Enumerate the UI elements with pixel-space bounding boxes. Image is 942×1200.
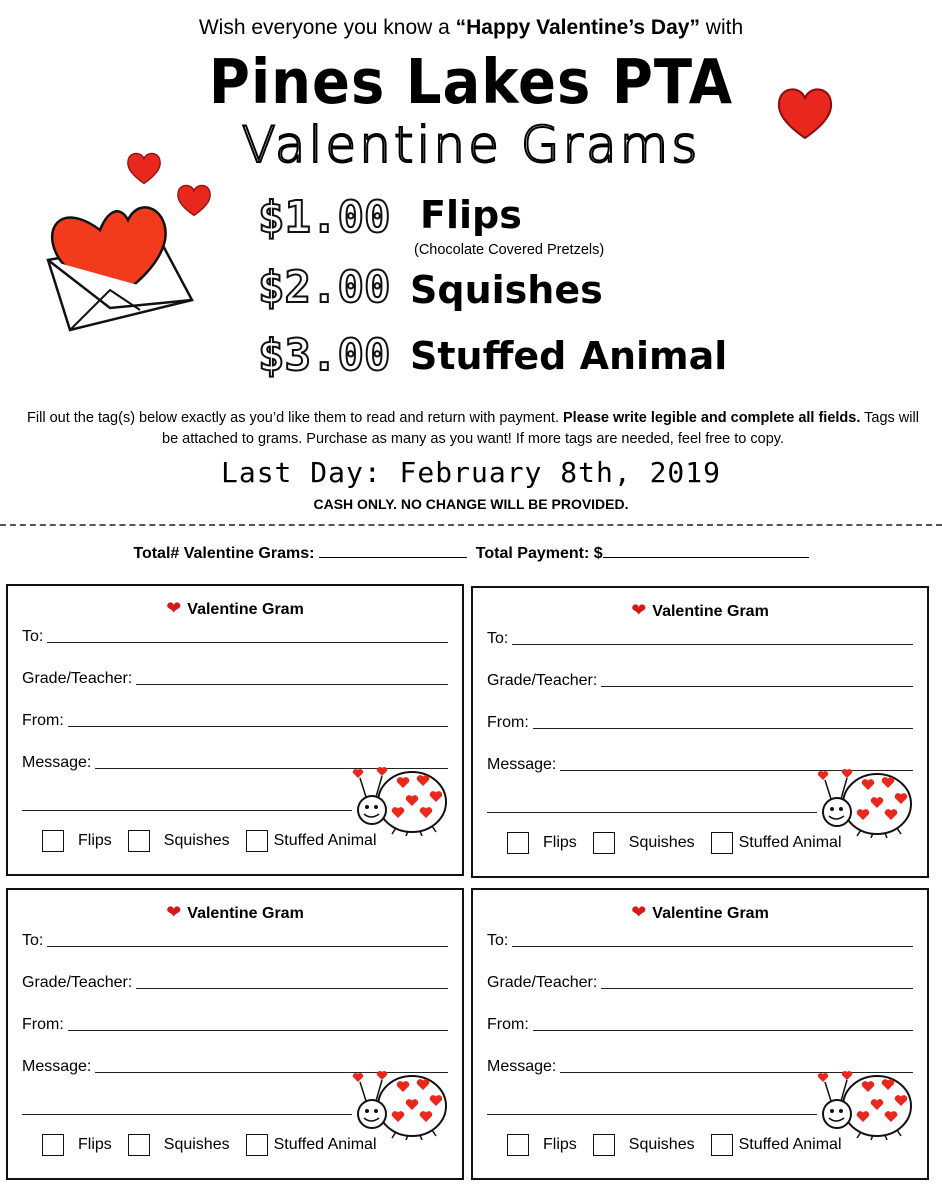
totals-row bbox=[0, 543, 942, 563]
to-input[interactable] bbox=[512, 946, 913, 947]
to-input[interactable] bbox=[47, 642, 448, 643]
to-field[interactable]: To: bbox=[22, 928, 448, 950]
envelope-heart-icon bbox=[40, 190, 200, 340]
heart-icon: ❤ bbox=[166, 902, 182, 922]
price-3: $3.00 bbox=[258, 330, 391, 381]
from-field[interactable]: From: bbox=[22, 1012, 448, 1034]
stuffed-animal-checkbox[interactable] bbox=[246, 1134, 268, 1156]
item-3-name: Stuffed Animal bbox=[410, 334, 728, 378]
item-1-name: Flips bbox=[420, 193, 522, 237]
message-input-line-2[interactable] bbox=[22, 810, 352, 811]
grade-teacher-input[interactable] bbox=[601, 988, 913, 989]
ladybug-icon bbox=[348, 1070, 448, 1140]
to-field[interactable]: To: bbox=[487, 928, 913, 950]
grade-teacher-input[interactable] bbox=[136, 988, 448, 989]
from-field[interactable]: From: bbox=[487, 1012, 913, 1034]
to-field[interactable]: To: bbox=[487, 626, 913, 648]
from-input[interactable] bbox=[533, 1030, 913, 1031]
org-title: Pines Lakes PTA bbox=[208, 46, 734, 119]
valentine-gram-card bbox=[6, 888, 464, 1180]
message-field[interactable]: Message: bbox=[487, 752, 913, 774]
price-2: $2.00 bbox=[258, 262, 391, 313]
stuffed-animal-checkbox[interactable] bbox=[711, 1134, 733, 1156]
squishes-checkbox[interactable] bbox=[128, 1134, 150, 1156]
flips-checkbox[interactable] bbox=[42, 1134, 64, 1156]
card-title: ❤ Valentine Gram bbox=[166, 598, 304, 618]
cash-note: CASH ONLY. NO CHANGE WILL BE PROVIDED. bbox=[313, 496, 629, 512]
flips-checkbox[interactable] bbox=[507, 1134, 529, 1156]
grade-teacher-field[interactable]: Grade/Teacher: bbox=[487, 668, 913, 690]
grade-teacher-field[interactable]: Grade/Teacher: bbox=[487, 970, 913, 992]
heart-icon bbox=[774, 84, 836, 142]
from-input[interactable] bbox=[68, 1030, 448, 1031]
message-field[interactable]: Message: bbox=[487, 1054, 913, 1076]
squishes-checkbox[interactable] bbox=[128, 830, 150, 852]
product-options: Flips Squishes Stuffed Animal bbox=[507, 832, 858, 854]
total-payment-label: Total Payment: $ bbox=[475, 545, 603, 562]
squishes-checkbox[interactable] bbox=[593, 832, 615, 854]
ladybug-icon bbox=[813, 768, 913, 838]
valentine-gram-card bbox=[471, 586, 929, 878]
total-grams-label: Total# Valentine Grams: bbox=[133, 545, 315, 562]
product-options: Flips Squishes Stuffed Animal bbox=[507, 1134, 858, 1156]
from-field[interactable]: From: bbox=[487, 710, 913, 732]
heart-icon: ❤ bbox=[631, 902, 647, 922]
item-2-name: Squishes bbox=[410, 268, 603, 312]
valentine-gram-card bbox=[471, 888, 929, 1180]
heart-icon: ❤ bbox=[166, 598, 182, 618]
squishes-checkbox[interactable] bbox=[593, 1134, 615, 1156]
message-input-line-2[interactable] bbox=[487, 812, 817, 813]
to-input[interactable] bbox=[512, 644, 913, 645]
from-input[interactable] bbox=[533, 728, 913, 729]
ladybug-icon bbox=[348, 766, 448, 836]
message-field[interactable]: Message: bbox=[22, 1054, 448, 1076]
to-input[interactable] bbox=[47, 946, 448, 947]
card-title: ❤ Valentine Gram bbox=[166, 902, 304, 922]
message-field[interactable]: Message: bbox=[22, 750, 448, 772]
stuffed-animal-checkbox[interactable] bbox=[246, 830, 268, 852]
total-grams-field[interactable] bbox=[319, 543, 467, 558]
grade-teacher-field[interactable]: Grade/Teacher: bbox=[22, 970, 448, 992]
valentine-gram-card bbox=[6, 584, 464, 876]
product-options: Flips Squishes Stuffed Animal bbox=[42, 830, 393, 852]
instructions: Fill out the tag(s) below exactly as you’d like them to read and return with payment. Please write legible and complete all fields. Tags will be attached to grams. Purchase as many as you want! If more tags are needed, feel free to copy. bbox=[27, 410, 919, 447]
page-subtitle: Valentine Grams bbox=[241, 116, 701, 174]
price-1: $1.00 bbox=[258, 192, 391, 243]
total-payment-field[interactable] bbox=[603, 543, 809, 558]
message-input-line-2[interactable] bbox=[22, 1114, 352, 1115]
grade-teacher-field[interactable]: Grade/Teacher: bbox=[22, 666, 448, 688]
grade-teacher-input[interactable] bbox=[136, 684, 448, 685]
cut-line bbox=[0, 524, 942, 526]
heart-icon: ❤ bbox=[631, 600, 647, 620]
intro-text: Wish everyone you know a “Happy Valentine’s Day” with bbox=[198, 16, 744, 39]
from-field[interactable]: From: bbox=[22, 708, 448, 730]
from-input[interactable] bbox=[68, 726, 448, 727]
grade-teacher-input[interactable] bbox=[601, 686, 913, 687]
item-1-note: (Chocolate Covered Pretzels) bbox=[414, 242, 605, 258]
flips-checkbox[interactable] bbox=[42, 830, 64, 852]
last-day: Last Day: February 8th, 2019 bbox=[220, 456, 721, 489]
heart-icon bbox=[124, 150, 164, 186]
ladybug-icon bbox=[813, 1070, 913, 1140]
product-options: Flips Squishes Stuffed Animal bbox=[42, 1134, 393, 1156]
message-input-line-2[interactable] bbox=[487, 1114, 817, 1115]
stuffed-animal-checkbox[interactable] bbox=[711, 832, 733, 854]
card-title: ❤ Valentine Gram bbox=[631, 600, 769, 620]
to-field[interactable]: To: bbox=[22, 624, 448, 646]
card-title: ❤ Valentine Gram bbox=[631, 902, 769, 922]
flips-checkbox[interactable] bbox=[507, 832, 529, 854]
